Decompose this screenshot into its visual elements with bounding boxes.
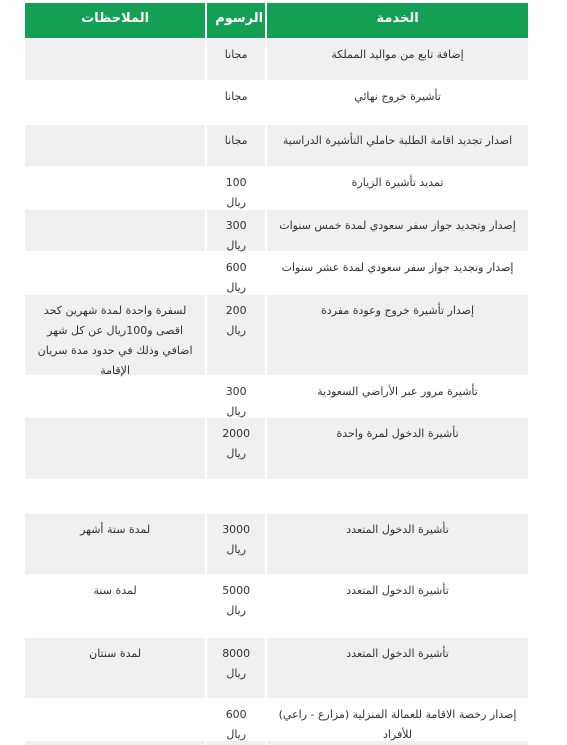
service-cell: تأشيرة الدخول لمرة واحدة [267, 418, 528, 479]
notes-cell: لمدة سنة [93, 584, 137, 597]
service-cell: تأشيرة الدخول المتعدد [267, 514, 528, 574]
service-cell: تأشيرة الدخول المتعدد [267, 638, 528, 698]
fee-cell: 5000 ريال [222, 584, 251, 617]
notes-cell [25, 81, 205, 124]
header-fees: الرسوم [207, 3, 265, 38]
table-row [25, 699, 528, 741]
fee-cell: 100 ريال [225, 176, 247, 209]
fee-cell: مجانا [207, 39, 265, 80]
fee-cell: 300 ريال [225, 385, 247, 418]
header-notes: الملاحظات [25, 3, 205, 38]
fee-cell: مجانا [207, 125, 265, 166]
notes-cell [25, 252, 205, 294]
fee-cell: 200 ريال [207, 295, 265, 375]
fees-table [25, 3, 528, 745]
table-row [25, 167, 528, 209]
service-cell: تأشيرة الدخول المتعدد [346, 584, 449, 597]
service-cell: إصدار وتجديد جواز سفر سعودي لمدة خمس سنوات [267, 210, 528, 251]
notes-cell [25, 125, 205, 166]
header-service: الخدمة [267, 3, 528, 38]
table-spacer [25, 479, 528, 513]
table-row [25, 39, 528, 80]
table-row [25, 252, 528, 294]
table-row [25, 514, 528, 574]
fee-cell: 3000 ريال [207, 514, 265, 574]
notes-cell [25, 210, 205, 251]
table-row [25, 575, 528, 637]
fee-cell: مجانا [224, 90, 248, 103]
notes-cell [25, 418, 205, 479]
fee-cell: 2000 ريال [207, 418, 265, 479]
service-cell: إضافة تابع من مواليد المملكة [267, 39, 528, 80]
fee-cell: 600 ريال [225, 261, 247, 294]
notes-cell: لمدة ستة أشهر [25, 514, 205, 574]
table-body [25, 39, 528, 741]
service-cell: تأشيرة خروج نهائي [354, 90, 441, 103]
table-row [25, 418, 528, 479]
service-cell: إصدار وتجديد جواز سفر سعودي لمدة عشر سنوات [281, 261, 514, 274]
service-cell: تأشيرة مرور عبر الأراضي السعودية [317, 385, 478, 398]
notes-cell [25, 376, 205, 417]
fee-cell: 300 ريال [207, 210, 265, 251]
table-row [25, 638, 528, 698]
service-cell: إصدار تأشيرة خروج وعودة مفردة [267, 295, 528, 375]
fee-cell: 8000 ريال [207, 638, 265, 698]
fee-cell: 600 ريال [225, 708, 247, 741]
table-row [25, 376, 528, 417]
table-row [25, 125, 528, 166]
service-cell: تمديد تأشيرة الزيارة [351, 176, 444, 189]
notes-cell [25, 167, 205, 209]
service-cell: إصدار رخصة الاقامة للعمالة المنزلية (مزارع - راعي) للأفراد [278, 708, 517, 741]
notes-cell [25, 39, 205, 80]
table-header-row [25, 3, 528, 38]
table-row [25, 295, 528, 375]
service-cell: اصدار تجديد اقامة الطلبة حاملي التأشيرة الدراسية [267, 125, 528, 166]
table-cut-row [25, 741, 528, 745]
notes-cell [25, 699, 205, 741]
table-row [25, 210, 528, 251]
notes-cell: لمدة سنتان [25, 638, 205, 698]
table-row [25, 81, 528, 124]
notes-cell: لسفرة واحدة لمدة شهرين كحد اقصى و100ريال عن كل شهر اضافي وذلك في حدود مدة سريان الإقامة [25, 295, 205, 375]
